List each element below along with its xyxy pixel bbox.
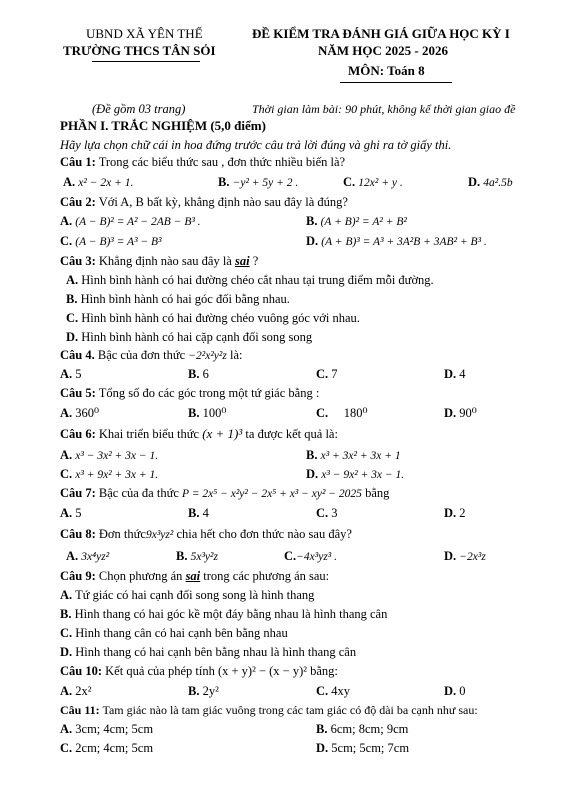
option-d: D. (A + B)³ = A³ + 3A²B + 3AB² + B³ . — [306, 234, 487, 248]
subject: MÔN: Toán 8 — [348, 63, 425, 78]
question-10: Câu 10: Kết quả của phép tính (x + y)² − (x − y)² bằng: — [60, 664, 338, 678]
option-b: B. −y² + 5y + 2 . — [218, 175, 299, 189]
question-9: Câu 9: Chọn phương án sai trong các phương án sau: — [60, 569, 330, 583]
emphasis-sai: sai — [185, 569, 201, 583]
school-underline — [92, 61, 200, 62]
option-a: A. Hình bình hành có hai đường chéo cắt nhau tại trung điểm mỗi đường. — [66, 273, 434, 287]
option-c: C. (A − B)³ = A³ − B³ — [60, 234, 162, 248]
time-note: Thời gian làm bài: 90 phút, không kể thời gian giao đề — [252, 102, 516, 116]
option-a: A. 5 — [60, 506, 82, 520]
option-c: C. 4xy — [316, 684, 351, 698]
exam-title: ĐỀ KIỂM TRA ĐÁNH GIÁ GIỮA HỌC KỲ I — [252, 26, 510, 41]
question-1 — [60, 155, 345, 170]
option-a: A. (A − B)² = A² − 2AB − B³ . — [60, 214, 201, 228]
option-b: B. 100⁰ — [188, 406, 227, 420]
option-b: B. 6 — [188, 367, 209, 381]
question-11: Câu 11: Tam giác nào là tam giác vuông trong các tam giác có độ dài ba cạnh như sau: — [60, 703, 478, 717]
option-a: A. 3cm; 4cm; 5cm — [60, 722, 154, 736]
question-3: Câu 3: Khẳng định nào sau đây là sai ? — [60, 254, 259, 268]
question-4: Câu 4. Bậc của đơn thức −2²x²y²z là: — [60, 348, 243, 362]
option-d: D. 5cm; 5cm; 7cm — [316, 741, 410, 755]
section-title: PHẦN I. TRẮC NGHIỆM (5,0 điểm) — [60, 118, 266, 133]
option-b: B. 6cm; 8cm; 9cm — [316, 722, 409, 736]
option-c: C.−4x³yz³ . — [284, 549, 337, 563]
option-d: D. x³ − 9x² + 3x − 1. — [306, 467, 405, 481]
option-a: A. x³ − 3x² + 3x − 1. — [60, 448, 159, 462]
option-c: C. Hình bình hành có hai đường chéo vuông góc với nhau. — [66, 311, 360, 325]
option-a: A. x² − 2x + 1. — [63, 175, 134, 189]
option-b: B. 5x³y²z — [176, 549, 218, 563]
option-a: A. 5 — [60, 367, 82, 381]
option-c: C. 2cm; 4cm; 5cm — [60, 741, 154, 755]
option-a: A. 3x⁴yz² — [66, 549, 110, 563]
option-d: D. −2x³z — [444, 549, 486, 563]
option-c: C. 12x² + y . — [343, 175, 403, 189]
option-d: D. 2 — [444, 506, 466, 520]
option-d: D. 4a².5b — [468, 175, 513, 189]
option-c: C. 7 — [316, 367, 338, 381]
option-a: A. 360⁰ — [60, 406, 100, 420]
question-6: Câu 6: Khai triển biểu thức (x + 1)³ ta được kết quả là: — [60, 426, 338, 441]
question-5: Câu 5: Tổng số đo các góc trong một tứ giác bằng : — [60, 386, 320, 400]
question-7: Câu 7: Bậc của đa thức P = 2x⁵ − x²y² − 2x⁵ + x³ − xy² − 2025 bằng — [60, 486, 390, 500]
option-d: D. 0 — [444, 684, 466, 698]
question-8: Câu 8: Đơn thức9x³yz² chia hết cho đơn thức nào sau đây? — [60, 527, 352, 541]
option-b: B. x³ + 3x² + 3x + 1 — [306, 448, 401, 462]
option-c: C. 180⁰ — [316, 406, 368, 420]
option-c: C. x³ + 9x² + 3x + 1. — [60, 467, 159, 481]
option-d: D. 90⁰ — [444, 406, 477, 420]
section-instruction: Hãy lựa chọn chữ cái in hoa đứng trước câu trả lời đúng và ghi ra tờ giấy thi. — [60, 138, 452, 152]
option-c: C. 3 — [316, 506, 338, 520]
question-2: Câu 2: Với A, B bất kỳ, khẳng định nào sau đây là đúng? — [60, 195, 348, 209]
option-b: B. 2y² — [188, 684, 219, 698]
option-d: D. Hình thang có hai cạnh bên bằng nhau là hình thang cân — [60, 645, 357, 659]
option-a: A. 2x² — [60, 684, 92, 698]
school-year: NĂM HỌC 2025 - 2026 — [318, 43, 448, 58]
authority-name: UBND XÃ YÊN THẾ — [86, 26, 203, 41]
option-b: B. Hình thang có hai góc kề một đáy bằng nhau là hình thang cân — [60, 607, 388, 621]
question-number: Câu 1: — [60, 155, 96, 169]
school-name: TRƯỜNG THCS TÂN SỎI — [63, 43, 216, 58]
emphasis-sai: sai — [234, 254, 250, 268]
option-c: C. Hình thang cân có hai cạnh bên bằng nhau — [60, 626, 288, 640]
option-d: D. Hình bình hành có hai cặp cạnh đối song song — [66, 330, 313, 344]
subject-underline — [340, 82, 452, 83]
pages-note: (Đề gồm 03 trang) — [92, 102, 186, 116]
option-b: B. (A + B)² = A² + B² — [306, 214, 407, 228]
option-d: D. 4 — [444, 367, 466, 381]
option-b: B. 4 — [188, 506, 209, 520]
option-a: A. Tứ giác có hai cạnh đối song song là hình thang — [60, 588, 315, 602]
question-text: Trong các biểu thức sau , đơn thức nhiều biến là? — [98, 155, 346, 169]
option-b: B. Hình bình hành có hai góc đối bằng nhau. — [66, 292, 290, 306]
